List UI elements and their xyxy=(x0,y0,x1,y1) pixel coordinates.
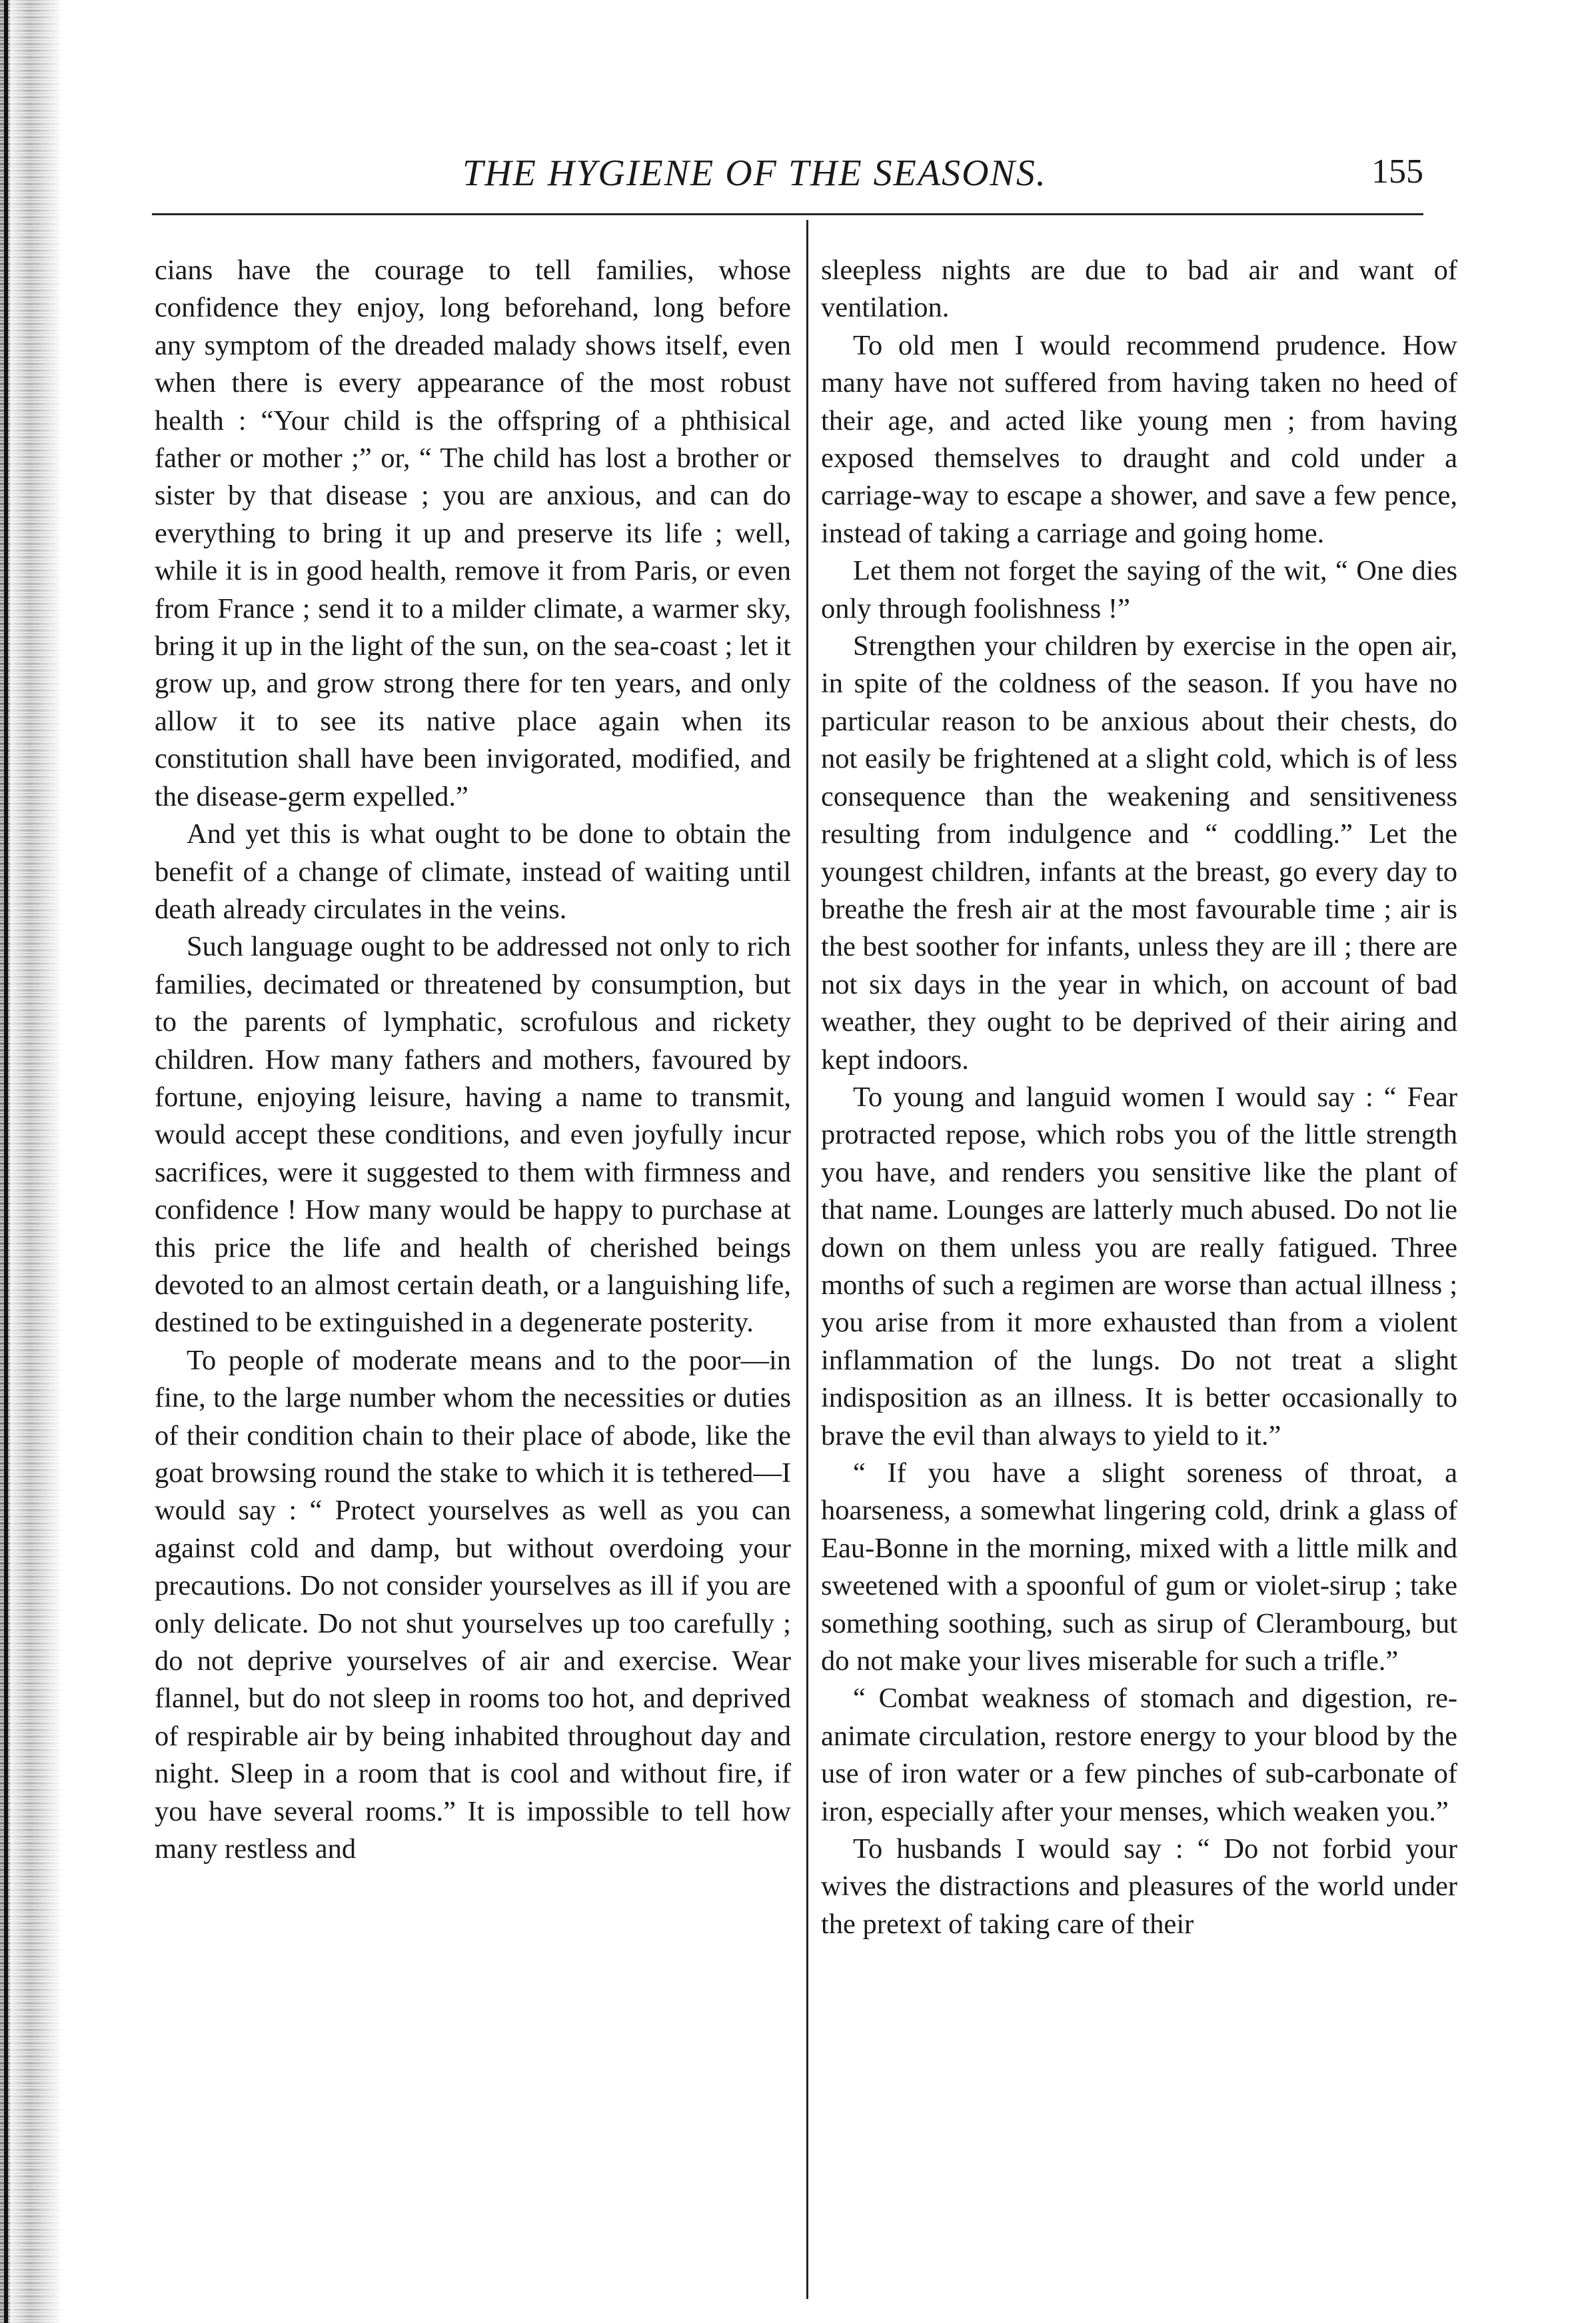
paragraph: cians have the courage to tell families, whose confidence they enjoy, long beforehand, long before any symptom of the dreaded malady shows itself, even when there is every appearance of the most robust health : “Your child is the offspring of a phthisical father or mother ;” or, “ The child has lost a brother or sister by that disease ; you are anxious, and can do everything to bring it up and preserve its life ; well, while it is in good health, remove it from Paris, or even from France ; send it to a milder climate, a warmer sky, bring it up in the light of the sun, on the sea-coast ; let it grow up, and grow strong there for ten years, and only allow it to see its native place again when its constitution shall have been invigorated, modified, and the disease-germ expelled.” xyxy=(155,255,791,812)
paragraph: Such language ought to be addressed not only to rich families, decimated or threatened by consumption, but to the parents of lymphatic, scrofulous and rickety children. How many fathers and mothers, favoured by fortune, enjoying leisure, having a name to transmit, would accept these conditions, and even joyfully incur sacrifices, were it suggested to them with firmness and confidence ! How many would be happy to purchase at this price the life and health of cherished beings devoted to an almost certain death, or a languishing life, destined to be extinguished in a degenerate posterity. xyxy=(155,931,791,1339)
paragraph: Strengthen your children by exercise in the open air, in spite of the coldness of the season. If you have no particular reason to be anxious about their chests, do not easily be frightened at a slight cold, which is of less consequence than the weakening and sensitiveness resulting from indulgence and “ coddling.” Let the youngest children, infants at the breast, go every day to breathe the fresh air at the most favourable time ; air is the best soother for infants, unless they are ill ; there are not six days in the year in which, on account of bad weather, they ought to be deprived of their airing and kept indoors. xyxy=(821,630,1457,1076)
page-number: 155 xyxy=(1371,153,1423,191)
paragraph: “ Combat weakness of stomach and digestion, re-animate circulation, restore energy to your blood by the use of iron water or a few pinches of sub-carbonate of iron, especially after your menses, which weaken you.” xyxy=(821,1683,1457,1827)
paragraph: Let them not forget the saying of the wit, “ One dies only through foolishness !” xyxy=(821,555,1457,624)
header-rule xyxy=(152,213,1423,215)
paragraph: To old men I would recommend prudence. How many have not suffered from having taken no heed of their age, and acted like young men ; from having exposed themselves to draught and cold under a carriage-way to escape a shower, and save a few pence, instead of taking a carriage and going home. xyxy=(821,329,1457,549)
column-divider xyxy=(806,220,808,2299)
book-binding-line xyxy=(4,0,8,2323)
paragraph: sleepless nights are due to bad air and want of ventilation. xyxy=(821,255,1457,324)
paragraph: To husbands I would say : “ Do not forbid your wives the distractions and pleasures of the world under the pretext of taking care of their xyxy=(821,1833,1457,1940)
paragraph: To people of moderate means and to the poor—in fine, to the large number whom the necessities or duties of their condition chain to their place of abode, like the goat browsing round the stake to which it is tethered—I would say : “ Protect yourselves as well as you can against cold and damp, but without overdoing your precautions. Do not consider yourselves as ill if you are only delicate. Do not shut yourselves up too carefully ; do not deprive yourselves of air and exercise. Wear flannel, but do not sleep in rooms too hot, and deprived of respirable air by being inhabited throughout day and night. Sleep in a room that is cool and without fire, if you have several rooms.” It is impossible to tell how many restless and xyxy=(155,1344,791,1865)
paragraph: To young and languid women I would say : “ Fear protracted repose, which robs you of the little strength you have, and renders you sensitive like the plant of that name. Lounges are latterly much abused. Do not lie down on them unless you are really fatigued. Three months of such a regimen are worse than actual illness ; you arise from it more exhausted than from a violent inflammation of the lungs. Do not treat a slight indisposition as an illness. It is better occasionally to brave the evil than always to yield to it.” xyxy=(821,1081,1457,1451)
paragraph: “ If you have a slight soreness of throat, a hoarseness, a somewhat lingering cold, drink a glass of Eau-Bonne in the morning, mixed with a little milk and sweetened with a spoonful of gum or violet-sirup ; take something soothing, such as sirup of Clerambourg, but do not make your lives miserable for such a trifle.” xyxy=(821,1457,1457,1677)
running-header xyxy=(152,152,1423,212)
running-title: THE HYGIENE OF THE SEASONS. xyxy=(462,153,1047,194)
book-binding-edge xyxy=(0,0,60,2323)
left-column xyxy=(155,252,791,1868)
right-column xyxy=(821,252,1457,1943)
paragraph: And yet this is what ought to be done to obtain the benefit of a change of climate, instead of waiting until death already circulates in the veins. xyxy=(155,818,791,925)
